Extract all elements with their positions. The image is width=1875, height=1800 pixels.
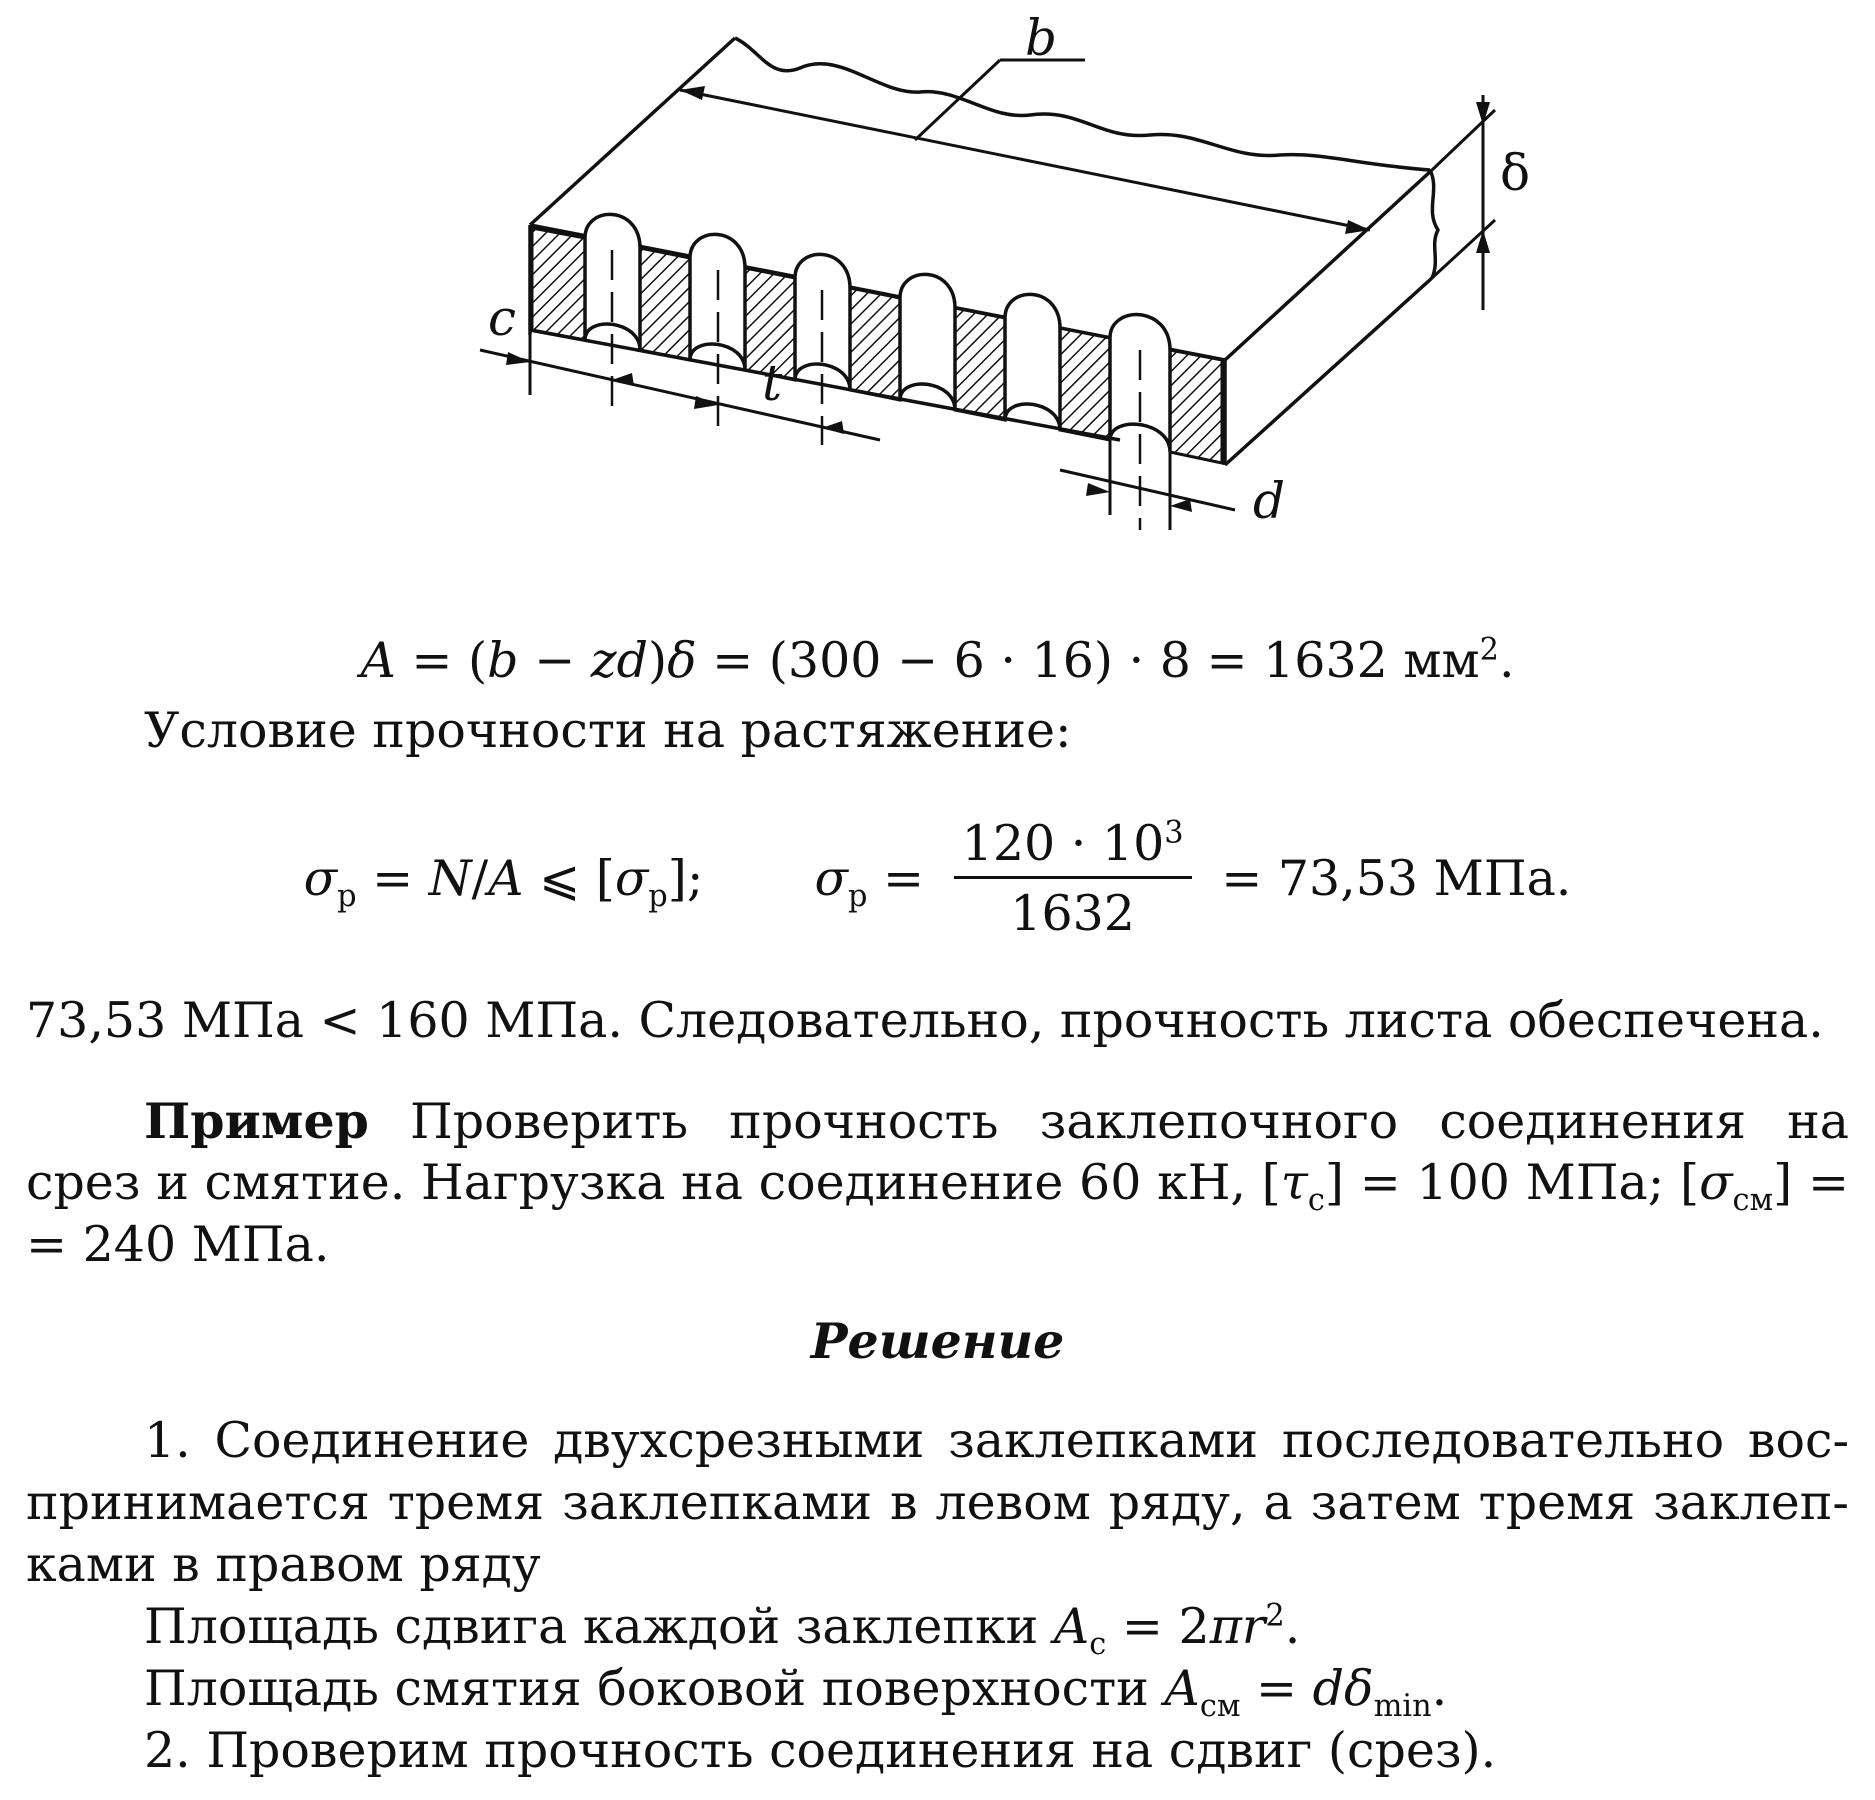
area-formula: A = (b − zd)δ = (300 − 6 · 16) · 8 = 1632 $мм^2$.	[360, 632, 1515, 689]
tension-condition-text: Условие прочности на растяжение:	[144, 702, 1072, 759]
label-c: c	[488, 289, 517, 347]
solution-title: Решение	[810, 1312, 1065, 1370]
step1-line-1: 1. Соединение двухсрезными заклепками последовательно вос-	[144, 1412, 1849, 1469]
shear-area-line: Площадь сдвига каждой заклепки $A_с = 2\pi r^2$.	[144, 1598, 1301, 1662]
label-b: b	[1025, 9, 1058, 67]
riveted-plate-figure	[0, 0, 1875, 560]
step1-line-2: принимается тремя заклепками в левом ряду, а затем тремя заклеп-	[26, 1474, 1849, 1531]
label-t: t	[762, 354, 783, 412]
example-line-1: Пример Проверить прочность заклепочного соединения на	[144, 1092, 1849, 1150]
break-line-top	[735, 38, 1430, 170]
top-left-edge	[530, 38, 735, 225]
conclusion-text: 73,53 МПа < 160 МПа. Следовательно, прочность листа обеспечена.	[26, 992, 1824, 1049]
stress-fraction: $\frac{120 \cdot 10^3}{1632}$	[954, 815, 1192, 942]
break-line-side	[1430, 170, 1438, 278]
label-d: d	[1253, 472, 1286, 530]
bottom-right-edge	[1225, 278, 1432, 465]
stress-formula: $\sigma_р = N/A$ ⩽ $[\sigma_р]$; $\sigma_р$ = $\frac{120 \cdot 10^3}{1632}$ = 73,53 МПа.	[303, 815, 1572, 942]
plate-diagram	[0, 0, 1875, 560]
example-label: Пример	[144, 1092, 369, 1150]
example-line-2: срез и смятие. Нагрузка на соединение 60 кН, $[\tau_с] = 100$ МПа; $[\sigma_{см}]$ =	[26, 1154, 1850, 1218]
top-right-edge	[1225, 170, 1432, 360]
step1-line-3: ками в правом ряду	[26, 1536, 541, 1593]
crush-area-line: Площадь смятия боковой поверхности $A_{см} = d\delta_{min}$.	[144, 1660, 1448, 1724]
example-line-3: = 240 МПа.	[26, 1216, 330, 1273]
label-delta: δ	[1500, 144, 1531, 202]
step2-line: 2. Проверим прочность соединения на сдвиг (срез).	[144, 1722, 1497, 1779]
